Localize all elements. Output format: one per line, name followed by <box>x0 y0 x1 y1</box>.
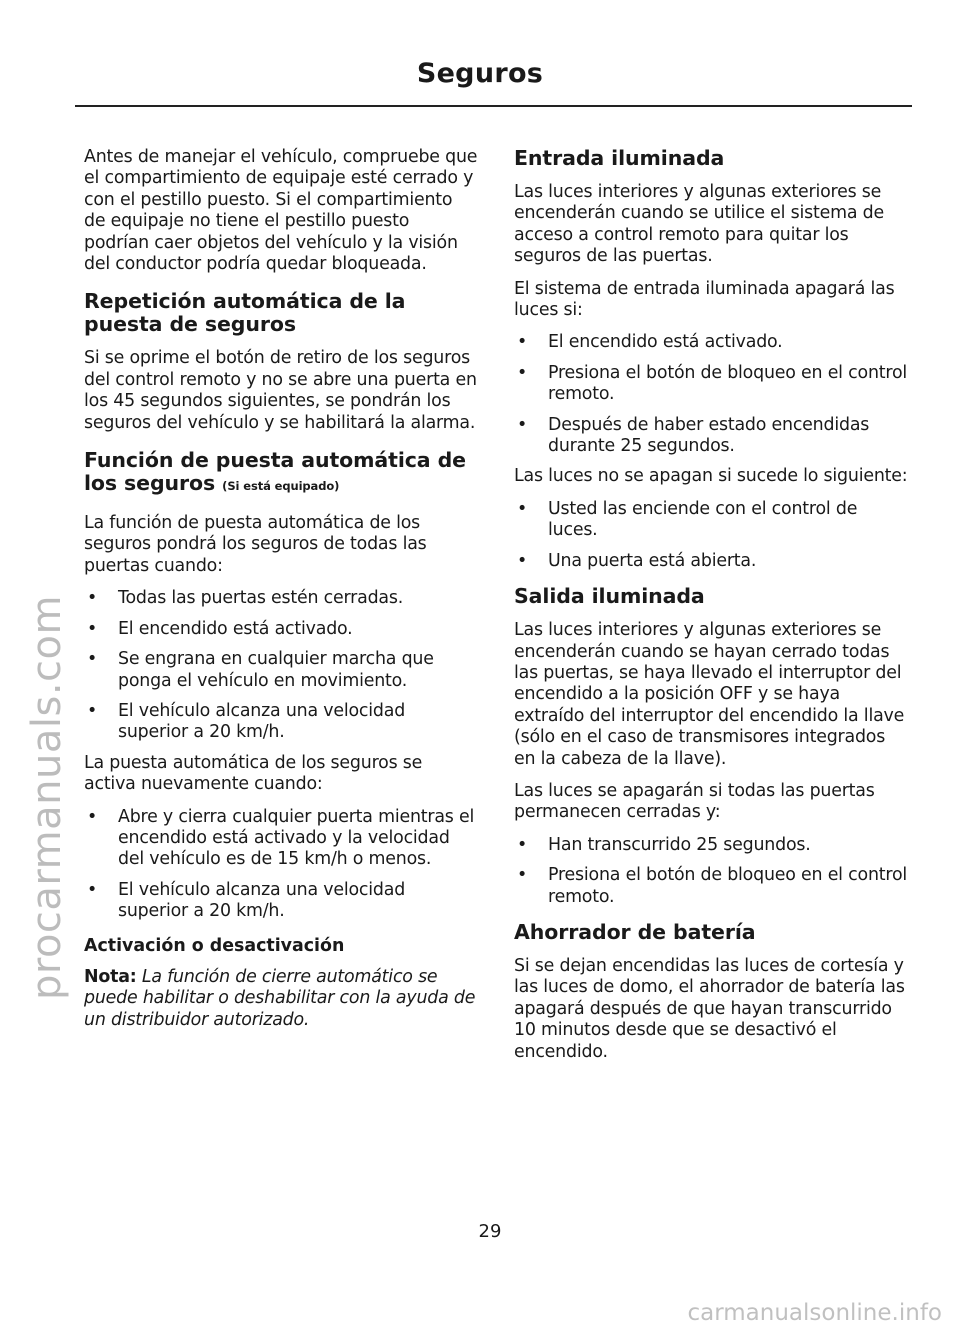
battery-saver-paragraph: Si se dejan encendidas las luces de cortesía y las luces de domo, el ahorrador de batería las apagará después de que hayan transcurrido 10 minutos desde que se desactivó el encendido. <box>514 955 905 1062</box>
bullet-icon: • <box>517 550 528 571</box>
list-item: • Todas las puertas estén cerradas. <box>87 588 404 609</box>
side-watermark: procarmanuals.com <box>24 595 70 1000</box>
bullet-icon: • <box>87 588 98 609</box>
entry-off-intro: El sistema de entrada iluminada apagará las luces si: <box>514 278 895 321</box>
exit-off-intro: Las luces se apagarán si todas las puertas permanecen cerradas y: <box>514 780 875 823</box>
equipped-note: (Si está equipado) <box>222 479 340 494</box>
list-item: • Presiona el botón de bloqueo en el control remoto. <box>517 362 908 405</box>
intro-paragraph: Antes de manejar el vehículo, compruebe que el compartimiento de equipaje esté cerrado y con el pestillo puesto. Si el compartimiento de equipaje no tiene el pestillo puesto podrían caer objetos del vehículo y la visión del conductor podría quedar bloqueada. <box>84 147 478 275</box>
bullet-icon: • <box>87 879 98 900</box>
page-number: 29 <box>478 1221 502 1242</box>
bullet-icon: • <box>517 414 528 435</box>
entry-paragraph: Las luces interiores y algunas exteriores se encenderán cuando se utilice el sistema de acceso a control remoto para quitar los seguros de las puertas. <box>514 182 884 267</box>
bullet-icon: • <box>87 806 98 827</box>
list-item: • Usted las enciende con el control de luces. <box>517 498 858 541</box>
battery-saver-heading: Ahorrador de batería <box>514 919 756 944</box>
bullet-icon: • <box>87 618 98 639</box>
entry-heading: Entrada iluminada <box>514 146 725 170</box>
entry-stay-intro: Las luces no se apagan si sucede lo siguiente: <box>514 466 908 487</box>
bullet-icon: • <box>517 865 528 886</box>
exit-heading: Salida iluminada <box>514 584 705 609</box>
list-item: • Se engrana en cualquier marcha que ponga el vehículo en movimiento. <box>87 649 434 691</box>
bullet-icon: • <box>517 332 528 353</box>
autolock-intro: La función de puesta automática de los seguros pondrá los seguros de todas las puertas cuando: <box>84 513 427 576</box>
list-item: • El vehículo alcanza una velocidad superior a 20 km/h. <box>87 879 406 922</box>
bullet-icon: • <box>517 498 528 519</box>
bullet-icon: • <box>517 362 528 383</box>
note-paragraph <box>84 967 478 1031</box>
right-column <box>514 147 910 1074</box>
list-item: • El encendido está activado. <box>87 618 353 639</box>
list-item: • El vehículo alcanza una velocidad superior a 20 km/h. <box>87 700 406 743</box>
bullet-icon: • <box>87 700 98 721</box>
list-item: • Presiona el botón de bloqueo en el control remoto. <box>517 865 908 907</box>
list-item: • Una puerta está abierta. <box>517 550 757 571</box>
autolock-heading <box>84 449 478 498</box>
relock-heading: Repetición automática de la puesta de seguros <box>84 289 406 337</box>
page-title: Seguros <box>416 58 544 89</box>
autolock-heading-text: Función de puesta automática de los seguros <box>84 448 466 496</box>
bottom-watermark: carmanualsonline.info <box>687 1300 942 1326</box>
left-column <box>84 147 478 1042</box>
header-divider <box>75 105 912 107</box>
exit-paragraph: Las luces interiores y algunas exteriores se encenderán cuando se hayan cerrado todas las puertas, se haya llevado el interruptor del encendido a la posición OFF y se haya extraído del interruptor del encendido la llave (sólo en el caso de transmisores integrados en la cabeza de la llave). <box>514 620 905 769</box>
list-item: • Abre y cierra cualquier puerta mientras el encendido está activado y la velocidad del vehículo es de 15 km/h o menos. <box>87 806 475 870</box>
reactivate-intro: La puesta automática de los seguros se activa nuevamente cuando: <box>84 752 423 795</box>
relock-paragraph: Si se oprime el botón de retiro de los seguros del control remoto y no se abre una puerta en los 45 segundos siguientes, se pondrán los seguros del vehículo y se habilitará la alarma. <box>84 348 477 433</box>
list-item: • Después de haber estado encendidas durante 25 segundos. <box>517 414 870 457</box>
bullet-icon: • <box>87 649 98 670</box>
note-text: La función de cierre automático se puede habilitar o deshabilitar con la ayuda de un distribuidor autorizado. <box>84 966 476 1030</box>
list-item: • El encendido está activado. <box>517 332 783 353</box>
bullet-icon: • <box>517 834 528 855</box>
note-label: Nota: <box>84 966 137 987</box>
list-item: • Han transcurrido 25 segundos. <box>517 834 811 855</box>
activation-heading: Activación o desactivación <box>84 935 345 956</box>
